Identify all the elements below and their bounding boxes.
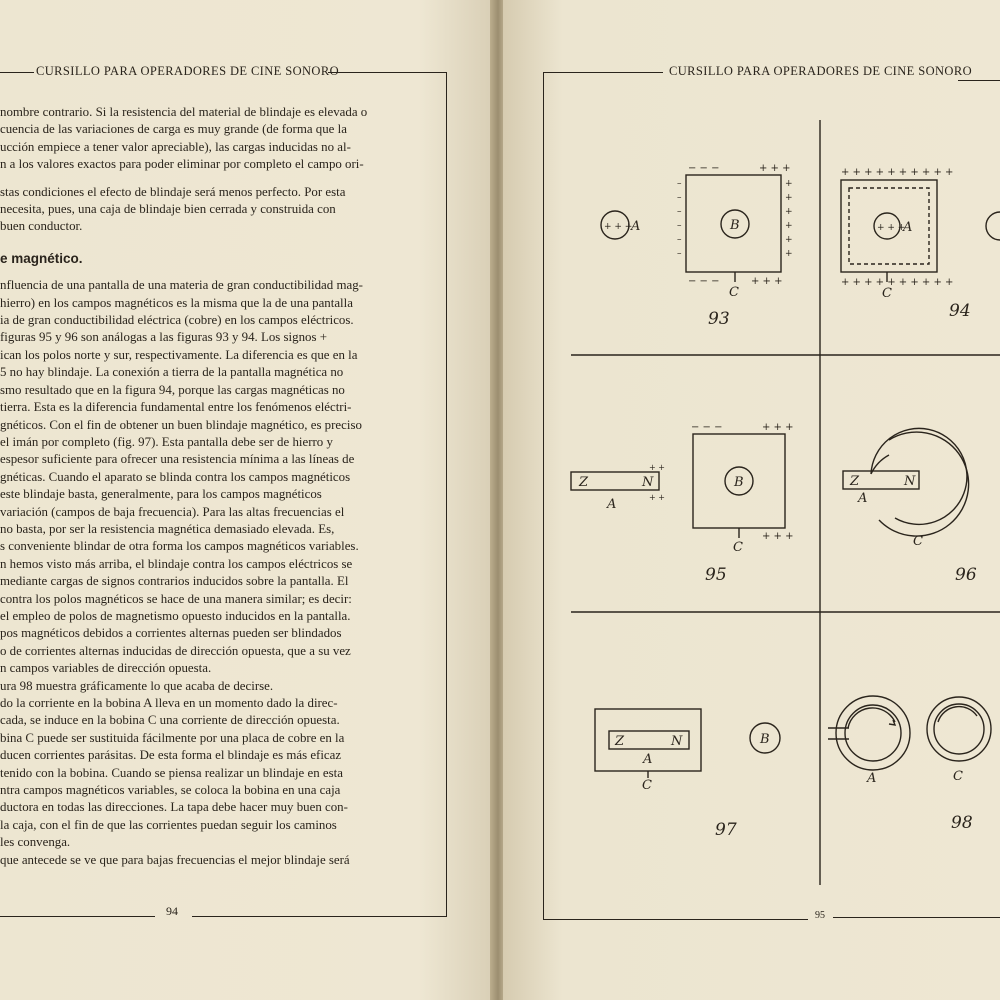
fig95-number: 95 [705, 565, 727, 585]
fig96-label-a: A [858, 491, 868, 506]
figure-98 [828, 696, 991, 833]
svg-text:+: + [785, 235, 793, 245]
right-page-number: 95 [815, 910, 825, 921]
left-frame-bottom [192, 916, 447, 917]
fig96-label-z: Z [850, 474, 860, 489]
fig96-label-n: N [904, 474, 916, 489]
svg-text:+ + +: + + + [762, 422, 794, 433]
svg-text:–: – [677, 235, 682, 245]
paragraph: ura 98 muestra gráficamente lo que acaba de decirse. [0, 678, 274, 693]
fig95-label-n: N [642, 475, 654, 490]
fig93-left-charges: – [677, 179, 682, 189]
fig93-label-c: C [729, 285, 739, 300]
fig93-label-b: B [730, 218, 740, 233]
figure-97 [595, 709, 780, 840]
fig98-number: 98 [951, 813, 973, 833]
fig96-number: 96 [955, 565, 977, 585]
svg-text:+ + + + + + + + + +: + + + + + + + + + + [841, 277, 954, 288]
svg-text:+: + [785, 207, 793, 217]
fig93-charge-dots: + + + [604, 222, 633, 232]
left-header-rule [328, 72, 446, 73]
paragraph: que antecede se ve que para bajas frecuencias el mejor blindaje será [0, 852, 350, 867]
fig96-label-c: C [913, 534, 923, 549]
right-page [503, 0, 1000, 1000]
paragraph: do la corriente en la bobina A lleva en un momento dado la direc- cada, se induce en la bobina C una corriente de dirección opuesta. bina C puede ser sustituida fácilmente por una placa de cobre en la ducen corrientes parásitas. De esta forma el blindaje es más eficaz tenido con la bobina. Cuando se piensa realizar un blindaje en esta ntra campos magnéticos variables, se coloca la bobina en una caja ductora en todas las direcciones. La tapa debe hacer muy buen con- la caja, con el fin de que las corrientes puedan seguir los caminos les convenga. [0, 696, 348, 850]
coil-a-outer [836, 696, 910, 770]
fig95-label-c: C [733, 540, 743, 555]
left-running-header: CURSILLO PARA OPERADORES DE CINE SONORO [36, 64, 340, 78]
fig94-label-c: C [882, 286, 892, 301]
coil-a-inner [845, 705, 901, 761]
left-page [0, 0, 493, 1000]
figure-94 [841, 167, 1000, 321]
paragraph: stas condiciones el efecto de blindaje será menos perfecto. Por esta necesita, pues, una caja de blindaje bien cerrada y construida con buen conductor. [0, 184, 346, 234]
fig95-label-z: Z [579, 475, 589, 490]
svg-text:–: – [677, 221, 682, 231]
svg-text:+ + +: + + + [877, 223, 906, 233]
paragraph: nombre contrario. Si la resistencia del material de blindaje es elevada o cuencia de las variaciones de carga es muy grande (de forma que la ucción empiece a tener valor apreciable), las cargas inducidas no al- n a los valores exactos para poder eliminar por completo el campo ori- [0, 105, 368, 172]
fig93-number: 93 [708, 309, 730, 329]
fig97-number: 97 [715, 820, 737, 840]
figures-plate [503, 0, 1000, 1000]
fig97-label-n: N [671, 734, 683, 749]
right-running-header: CURSILLO PARA OPERADORES DE CINE SONORO [669, 64, 973, 78]
fig97-label-z: Z [615, 734, 625, 749]
svg-text:+: + [785, 193, 793, 203]
left-page-number: 94 [166, 904, 178, 918]
section-heading: e magnético. [0, 250, 83, 266]
fig93-top-pos: + + + [759, 163, 791, 174]
left-text-column [0, 104, 408, 869]
fig93-bottom-neg: − − − [688, 276, 720, 287]
left-frame-bottom [0, 916, 155, 917]
fig95-label-b: B [734, 475, 744, 490]
fig93-top-neg: − − − [688, 163, 720, 174]
left-frame-border [446, 72, 447, 917]
left-header-rule [0, 72, 34, 73]
figure-93 [601, 163, 793, 329]
fig93-bottom-pos: + + + [751, 276, 783, 287]
fig97-label-b: B [760, 732, 770, 747]
svg-text:+: + [785, 249, 793, 259]
svg-text:+ + + + + + + + + +: + + + + + + + + + + [841, 167, 954, 178]
svg-text:–: – [677, 249, 682, 259]
fig95-label-a: A [607, 497, 617, 512]
fig93-right-charges: + [785, 179, 793, 189]
svg-text:+ +: + + [649, 493, 665, 502]
svg-text:+ +: + + [649, 463, 665, 472]
coil-c-inner [934, 704, 984, 754]
figure-95 [571, 422, 794, 585]
fig97-label-a: A [643, 752, 653, 767]
svg-text:− − −: − − − [691, 422, 723, 433]
figure-96 [843, 428, 977, 585]
svg-text:–: – [677, 207, 682, 217]
fig94-number: 94 [949, 301, 971, 321]
fig93-label-a: A [631, 219, 641, 234]
svg-text:+ + +: + + + [762, 531, 794, 542]
paragraph: nfluencia de una pantalla de una materia de gran conductibilidad mag- hierro) en los campos magnéticos es la misma que la de una pantalla ia de gran conductibilidad eléctrica (cobre) en los campos eléctricos. figuras 95 y 96 son análogas a las figuras 93 y 94. Los signos + ican los polos norte y sur, respectivamente. La diferencia es que en la 5 no hay blindaje. La conexión a tierra de la pantalla magnética no smo resultado que en la figura 94, porque las cargas magnéticas no tierra. Esta es la diferencia fundamental entre los fenómenos eléctri- gnéticos. Con el fin de obtener un buen blindaje magnético, es preciso el imán por completo (fig. 97). Esta pantalla debe ser de hierro y espesor suficiente para ofrecer una resistencia mínima a las líneas de gnéticas. Cuando el aparato se blinda contra los campos magnéticos este blindaje basta, generalmente, para los campos magnéticos variación (campos de baja frecuencia). Para las altas frecuencias el no basta, por ser la resistencia magnética demasiado elevada. Es, s conveniente blindar de otra forma los campos magnéticos variables. n hemos visto más arriba, el blindaje contra los campos eléctricos se mediante cargas de signos contrarios inducidos sobre la pantalla. El contra los polos magnéticos se hace de una manera similar; es decir: el empleo de polos de magnetismo opuesto inducidos en la pantalla. pos magnéticos debidos a corrientes alternas pueden ser blindados o de corrientes alternas inducidas de dirección opuesta, que a su vez n campos variables de dirección opuesta. [0, 278, 363, 676]
fig97-label-c: C [642, 778, 652, 793]
svg-text:+: + [785, 221, 793, 231]
fig98-label-a: A [867, 771, 877, 786]
svg-text:–: – [677, 193, 682, 203]
fig94-label-a: A [903, 220, 913, 235]
fig98-label-c: C [953, 769, 963, 784]
